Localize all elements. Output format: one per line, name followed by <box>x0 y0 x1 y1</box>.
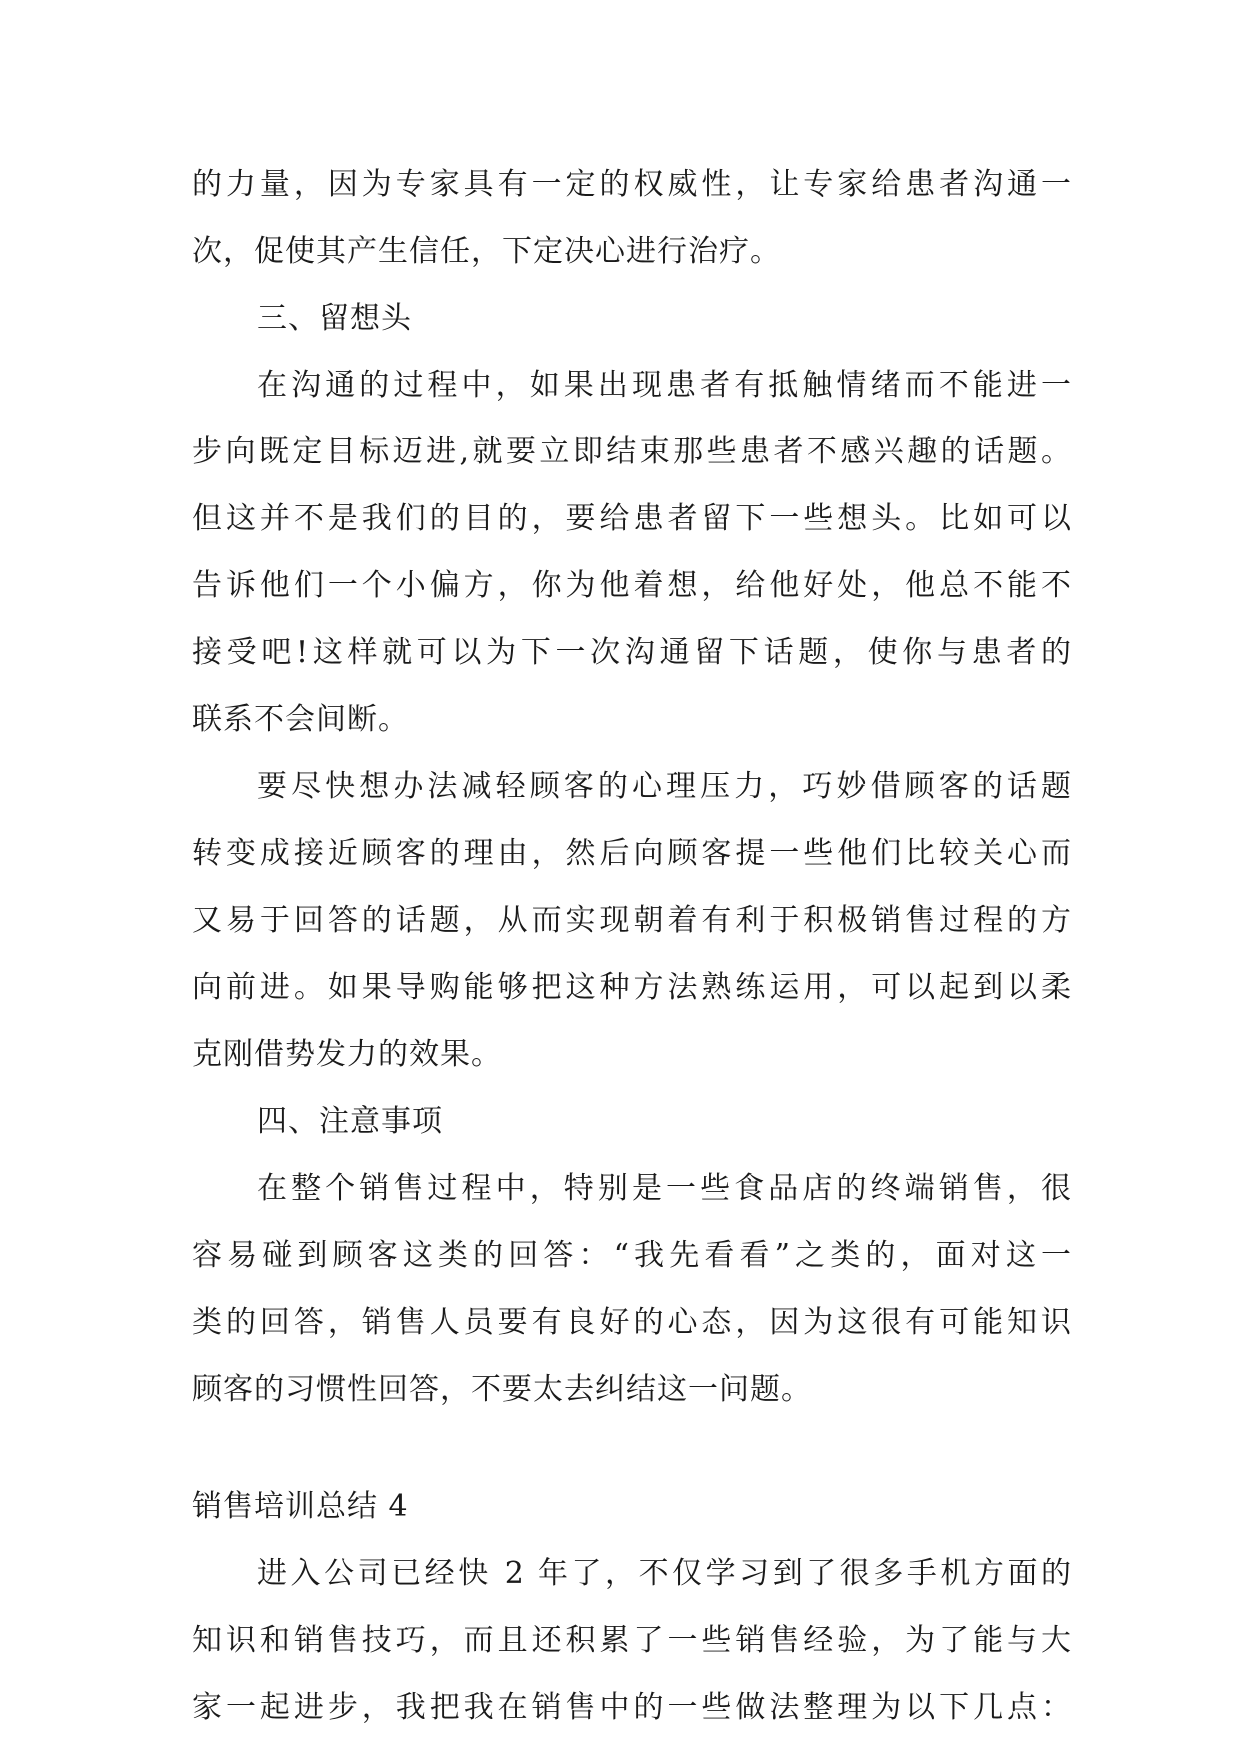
paragraph-line: 克刚借势发力的效果。 <box>192 1037 502 1072</box>
paragraph-line: 在沟通的过程中，如果出现患者有抵触情绪而不能进一 <box>257 368 1072 403</box>
paragraph-line: 向前进。如果导购能够把这种方法熟练运用，可以起到以柔 <box>192 970 1072 1005</box>
paragraph-line: 告诉他们一个小偏方，你为他着想，给他好处，他总不能不 <box>192 568 1072 603</box>
paragraph-line: 转变成接近顾客的理由，然后向顾客提一些他们比较关心而 <box>192 836 1072 871</box>
paragraph-line: 的力量，因为专家具有一定的权威性，让专家给患者沟通一 <box>192 167 1072 202</box>
paragraph-line: 但这并不是我们的目的，要给患者留下一些想头。比如可以 <box>192 501 1072 536</box>
paragraph-line: 顾客的习惯性回答，不要太去纠结这一问题。 <box>192 1372 812 1407</box>
paragraph-line: 次，促使其产生信任，下定决心进行治疗。 <box>192 234 781 269</box>
section-heading: 三、留想头 <box>257 301 412 336</box>
paragraph-line: 接受吧!这样就可以为下一次沟通留下话题，使你与患者的 <box>192 635 1072 670</box>
paragraph-line: 要尽快想办法减轻顾客的心理压力，巧妙借顾客的话题 <box>257 769 1072 804</box>
article-title: 销售培训总结 4 <box>192 1489 409 1524</box>
paragraph-line: 知识和销售技巧，而且还积累了一些销售经验，为了能与大 <box>192 1623 1072 1658</box>
paragraph-line: 容易碰到顾客这类的回答：“我先看看”之类的，面对这一 <box>192 1238 1072 1273</box>
paragraph-line: 在整个销售过程中，特别是一些食品店的终端销售，很 <box>257 1171 1072 1206</box>
paragraph-line: 联系不会间断。 <box>192 702 409 737</box>
paragraph-line: 类的回答，销售人员要有良好的心态，因为这很有可能知识 <box>192 1305 1072 1340</box>
paragraph-line: 又易于回答的话题，从而实现朝着有利于积极销售过程的方 <box>192 903 1072 938</box>
paragraph-line: 步向既定目标迈进,就要立即结束那些患者不感兴趣的话题。 <box>192 434 1072 469</box>
paragraph-line: 进入公司已经快 2 年了，不仅学习到了很多手机方面的 <box>257 1556 1072 1591</box>
paragraph-line: 家一起进步，我把我在销售中的一些做法整理为以下几点： <box>192 1690 1072 1725</box>
section-heading: 四、注意事项 <box>257 1104 443 1139</box>
